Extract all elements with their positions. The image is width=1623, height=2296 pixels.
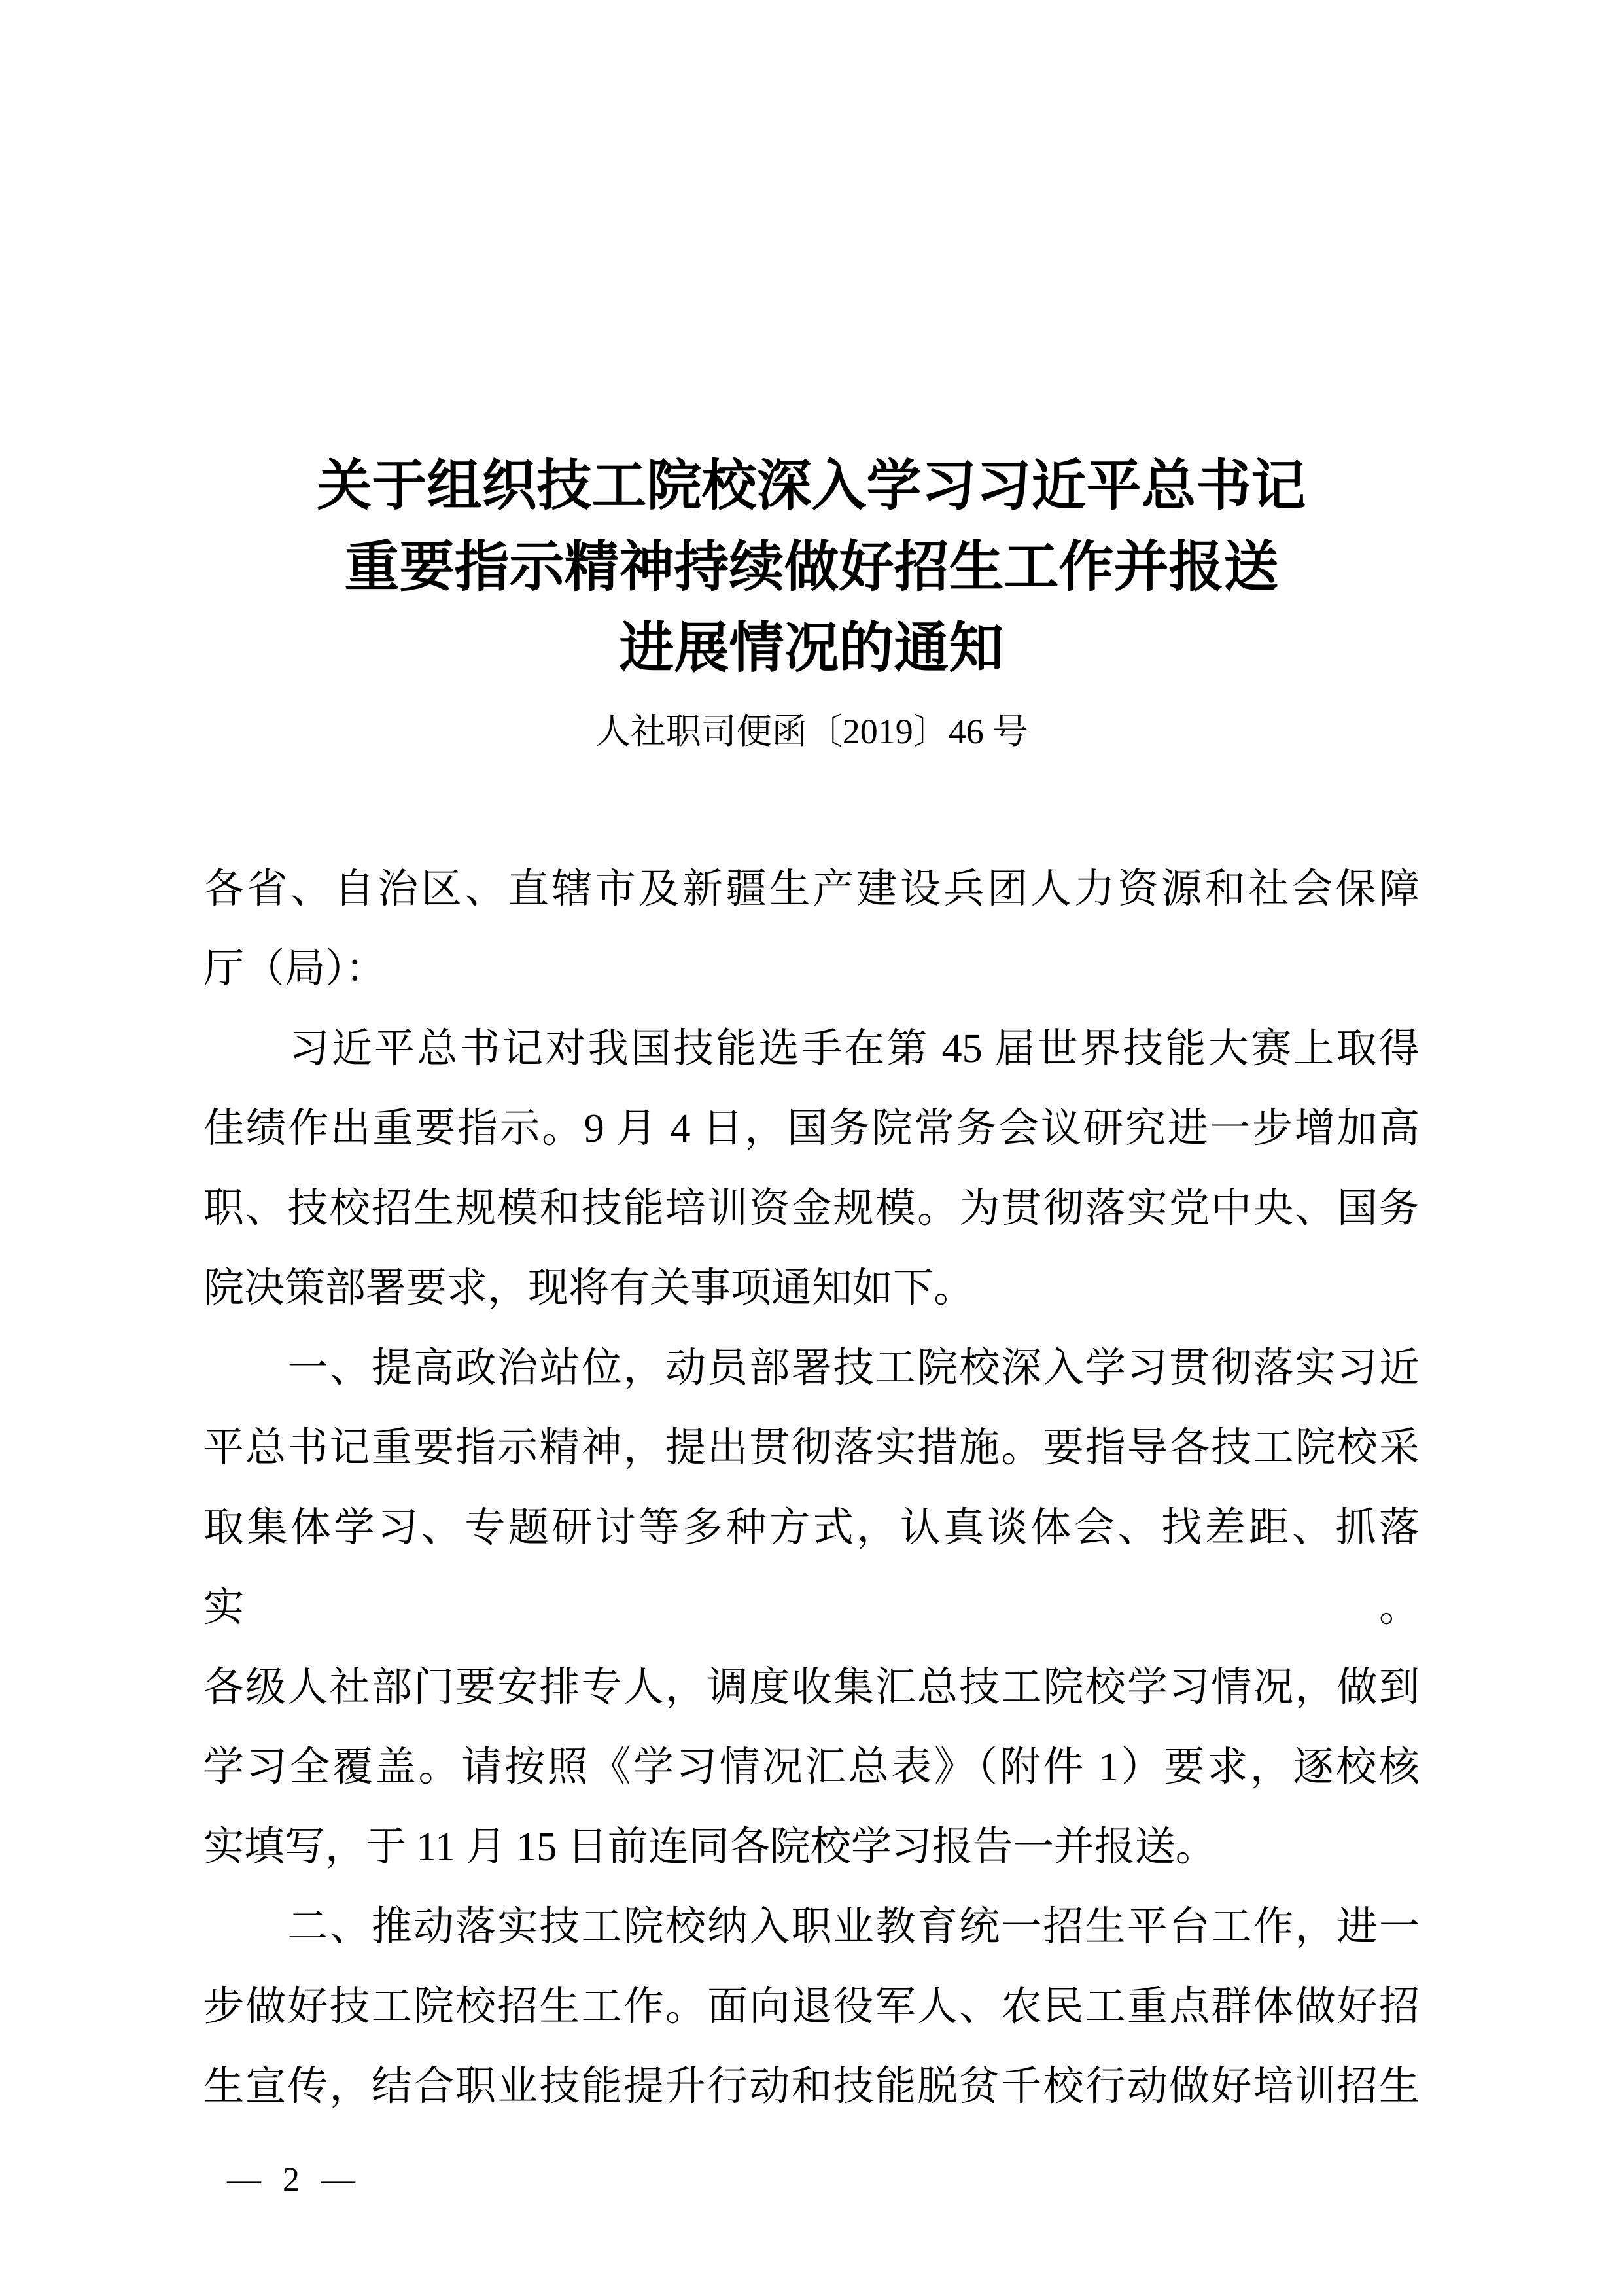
body-line: 习近平总书记对我国技能选手在第 45 届世界技能大赛上取得 [203,1027,1420,1071]
title-line: 关于组织技工院校深入学习习近平总书记 [317,456,1306,517]
body-line: 一、提高政治站位，动员部署技工院校深入学习贯彻落实习近 [203,1346,1420,1390]
title-line: 进展情况的通知 [619,618,1004,679]
body-line: 生宣传，结合职业技能提升行动和技能脱贫千校行动做好培训招生 [203,2064,1420,2109]
document-number: 人社职司便函〔2019〕46 号 [595,712,1028,751]
body-line: 厅（局）： [203,947,387,991]
page-number: — 2 — [227,2161,362,2199]
body-line: 各省、自治区、直辖市及新疆生产建设兵团人力资源和社会保障 [203,867,1420,911]
body-line: 取集体学习、专题研讨等多种方式，认真谈体会、找差距、抓落实。 [203,1506,1420,1630]
body-line: 实填写，于 11 月 15 日前连同各院校学习报告一并报送。 [203,1825,1216,1869]
body-line: 二、推动落实技工院校纳入职业教育统一招生平台工作，进一 [203,1905,1420,1949]
body-line: 各级人社部门要安排专人，调度收集汇总技工院校学习情况，做到 [203,1665,1420,1710]
body-line: 步做好技工院校招生工作。面向退役军人、农民工重点群体做好招 [203,1985,1420,2029]
document-title [203,0,1420,690]
title-line: 重要指示精神持续做好招生工作并报送 [344,537,1279,598]
body-line: 职、技校招生规模和技能培训资金规模。为贯彻落实党中央、国务 [203,1186,1420,1231]
body-line: 学习全覆盖。请按照《学习情况汇总表》（附件 1）要求，逐校核 [203,1745,1420,1790]
document-body [203,849,1420,2127]
body-line: 佳绩作出重要指示。9 月 4 日，国务院常务会议研究进一步增加高 [203,1106,1420,1151]
body-line: 平总书记重要指示精神，提出贯彻落实措施。要指导各技工院校采 [203,1426,1420,1470]
body-line: 院决策部署要求，现将有关事项通知如下。 [203,1266,975,1311]
